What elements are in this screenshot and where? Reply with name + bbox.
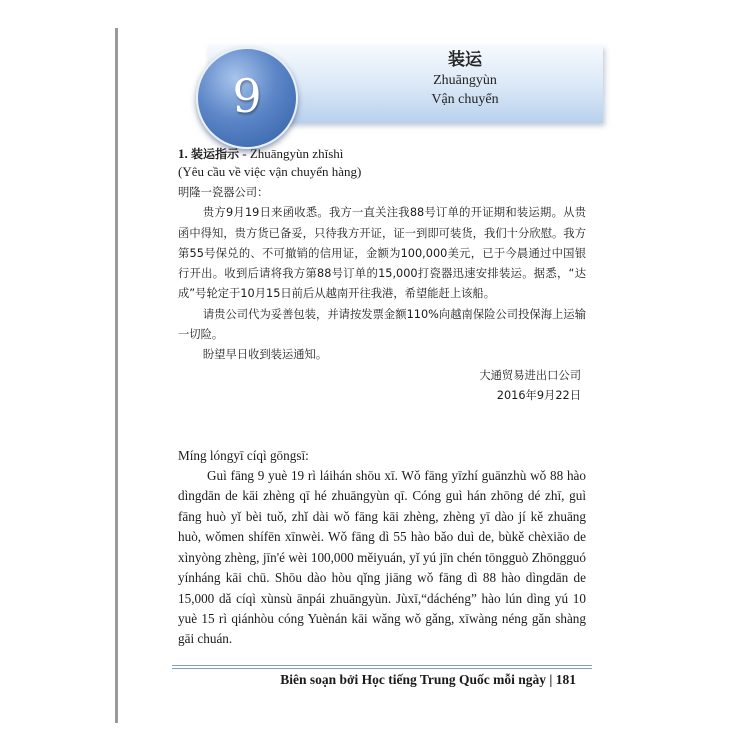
footer-rule-top — [172, 665, 592, 666]
section-title-pinyin: - Zhuāngyùn zhǐshì — [239, 146, 344, 161]
letter-paragraph-zh-1: 贵方9月19日来函收悉。我方一直关注我88号订单的开证期和装运期。从贵函中得知，贵方货已备妥，只待我方开证，证一到即可装货，我们十分欣慰。我方第55号保兑的、不可撤销的信用证，金额为100,000美元，已于今晨通过中国银行开出。收到后请将我方第88号订单的15,000打瓷器迅速安排装运。据悉，“达成”号轮定于10月15日前后从越南开往我港，希望能赶上该船。 — [178, 206, 586, 301]
chapter-title-block — [330, 49, 600, 109]
section-title-vi: (Yêu cầu về việc vận chuyển hàng) — [178, 164, 362, 179]
chapter-number-badge — [196, 47, 298, 149]
chapter-title-vi: Vận chuyển — [431, 92, 499, 107]
letter-chinese — [178, 183, 586, 366]
page-spine — [115, 28, 118, 723]
footer-page-label: Biên soạn bởi Học tiếng Trung Quốc mỗi ngày | 181 — [280, 672, 576, 687]
page-content — [178, 145, 586, 650]
chapter-number: 9 — [232, 69, 262, 123]
section-heading — [178, 145, 586, 163]
letter-salutation-zh: 明隆一瓷器公司： — [178, 186, 269, 199]
chapter-title-pinyin: Zhuāngyùn — [433, 73, 497, 88]
letter-sender-zh: 大通贸易进出口公司 — [479, 368, 581, 382]
letter-body-pinyin: Guì fāng 9 yuè 19 rì láihán shōu xī. Wǒ fāng yīzhí guānzhù wǒ 88 hào dìngdān de kāi zhèng qī hé zhuāngyùn qī. Cóng guì hán zhōng dé zhī, guì fāng huò yǐ bèi tuǒ, zhǐ dài wǒ fāng kāi zhèng, zhèng yī dào jí kě zhuāng huò, wǒmen shífēn xīnwèi. Wǒ fāng dì 55 hào bǎo duì de, bùkě chèxiāo de xìnyòng zhèng, jīn'é wèi 100,000 měiyuán, yǐ yú jīn chén tōngguò Zhōngguó yínháng kāi chū. Shōu dào hòu qǐng jiāng wǒ fāng dì 88 hào dìngdān de 15,000 dǎ cíqì xùnsù ānpái zhuāngyùn. Jùxī,“dáchéng” hào lún dìng yú 10 yuè 15 rì qiánhòu cóng Yuènán kāi wǎng wǒ gǎng, xīwàng néng gǎn shàng gāi chuán. — [178, 468, 586, 647]
section-number: 1. — [178, 146, 188, 161]
letter-paragraph-zh-2: 请贵公司代为妥善包装，并请按发票金额110%向越南保险公司投保海上运输一切险。 — [178, 307, 586, 342]
letter-date-zh: 2016年9月22日 — [496, 388, 581, 402]
footer-rule-bottom — [172, 668, 592, 669]
letter-salutation-pinyin: Míng lóngyī cíqì gōngsī: — [178, 447, 309, 463]
section-title-zh: 装运指示 — [191, 147, 240, 161]
letter-paragraph-zh-3: 盼望早日收到装运通知。 — [202, 348, 328, 362]
chapter-title-zh: 装运 — [448, 50, 482, 70]
letter-pinyin — [178, 446, 586, 650]
